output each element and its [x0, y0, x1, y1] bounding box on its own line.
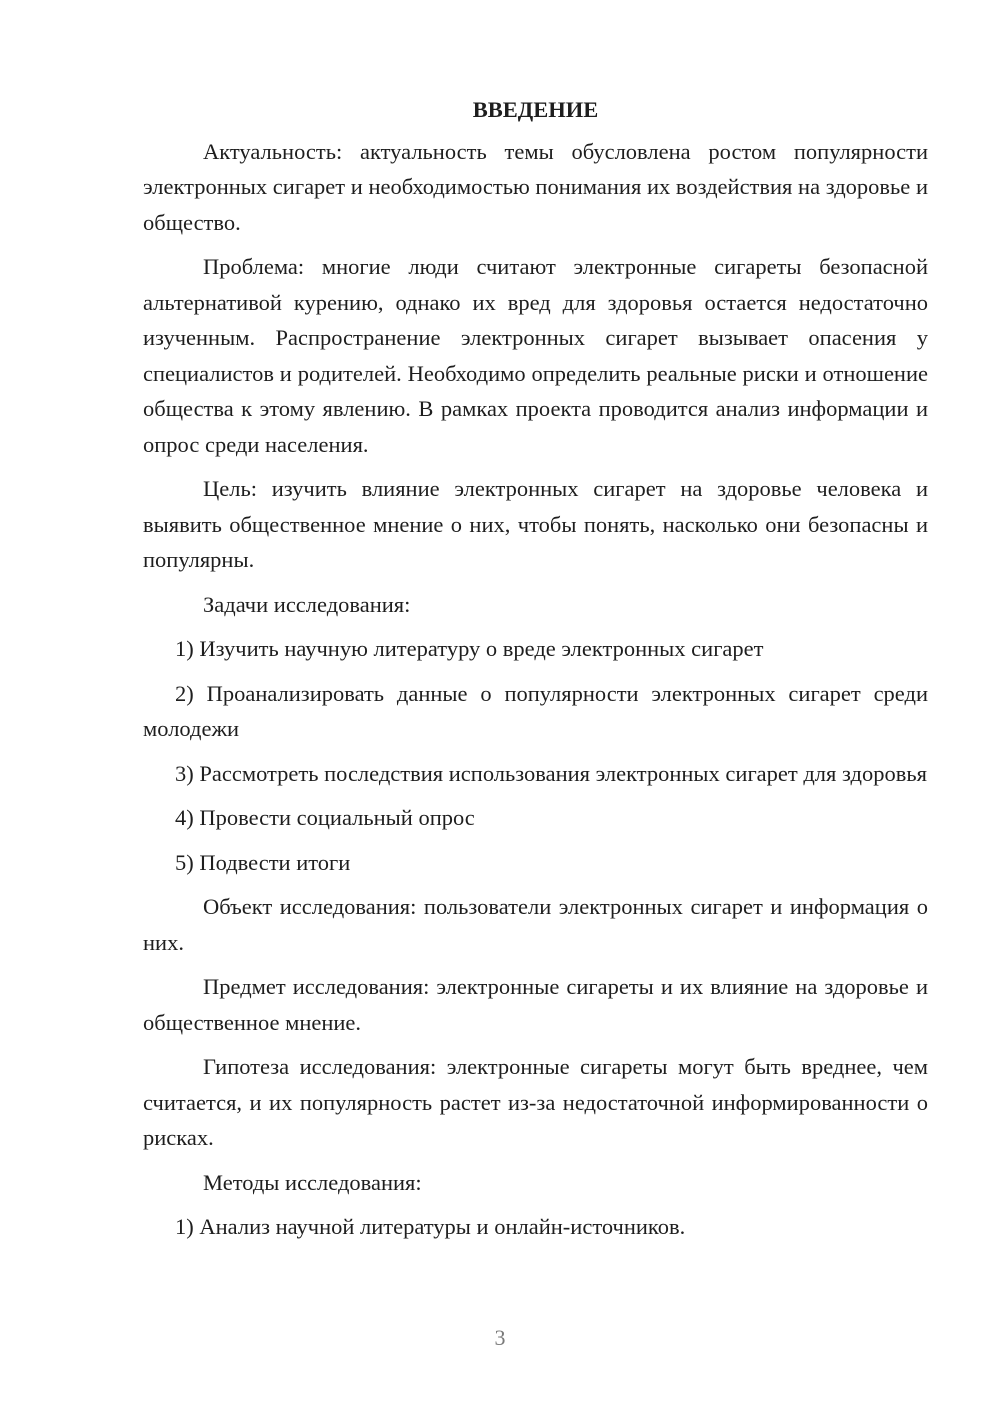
section-title: ВВЕДЕНИЕ — [472, 97, 599, 122]
goal-paragraph: Цель: изучить влияние электронных сигарет на здоровье человека и выявить общественное мнение о них, чтобы понять, насколько они безопасны и популярны. — [143, 476, 928, 572]
page-content — [143, 92, 928, 1254]
task-item-4: 4) Провести социальный опрос — [175, 805, 475, 830]
page-number: 3 — [494, 1325, 506, 1350]
method-item-1: 1) Анализ научной литературы и онлайн-источников. — [175, 1214, 686, 1239]
subject-paragraph: Предмет исследования: электронные сигареты и их влияние на здоровье и общественное мнение. — [143, 974, 928, 1035]
tasks-heading: Задачи исследования: — [203, 591, 411, 617]
task-item-3: 3) Рассмотреть последствия использования электронных сигарет для здоровья — [175, 760, 927, 786]
task-item-1: 1) Изучить научную литературу о вреде электронных сигарет — [175, 636, 764, 661]
task-item-5: 5) Подвести итоги — [175, 849, 351, 875]
problem-paragraph: Проблема: многие люди считают электронные сигареты безопасной альтернативой курению, однако их вред для здоровья остается недостаточно изученным. Распространение электронных сигарет вызывает опасения у специалистов и родителей. Необходимо определить реальные риски и отношение общества к этому явлению. В рамках проекта проводится анализ информации и опрос среди населения. — [143, 254, 928, 457]
object-paragraph: Объект исследования: пользователи электронных сигарет и информация о них. — [143, 894, 928, 955]
methods-heading: Методы исследования: — [203, 1169, 422, 1195]
hypothesis-paragraph: Гипотеза исследования: электронные сигареты могут быть вреднее, чем считается, и их популярность растет из-за недостаточной информированности о рисках. — [143, 1054, 928, 1150]
task-item-2: 2) Проанализировать данные о популярности электронных сигарет среди молодежи — [143, 680, 928, 741]
relevance-paragraph: Актуальность: актуальность темы обусловлена ростом популярности электронных сигарет и необходимостью понимания их воздействия на здоровье и общество. — [143, 138, 928, 235]
